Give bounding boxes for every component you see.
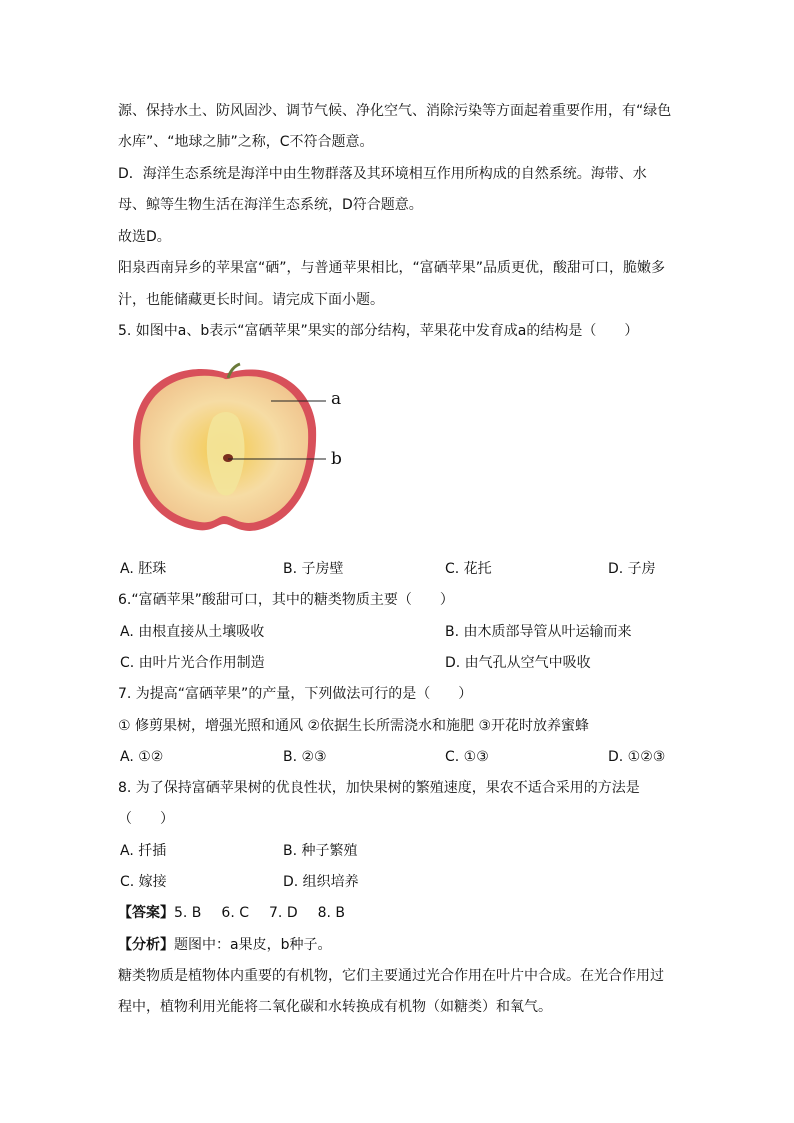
answer-5: 5. B [174, 905, 202, 921]
analysis-text: 题图中：a果皮，b种子。 [174, 937, 332, 953]
q6-option-d: D. 由气孔从空气中吸收 [445, 655, 591, 671]
label-b: b [331, 449, 342, 469]
q5-option-d: D. 子房 [608, 561, 656, 577]
question-7-statements: ① 修剪果树，增强光照和通风 ②依据生长所需浇水和施肥 ③开花时放养蜜蜂 [118, 718, 590, 734]
q6-option-c: C. 由叶片光合作用制造 [120, 655, 265, 671]
answer-tag: 【答案】 [118, 905, 174, 921]
q7-option-b: B. ②③ [283, 749, 327, 765]
answer-8: 8. B [317, 905, 346, 921]
q7-option-a: A. ①② [120, 749, 164, 765]
question-5-stem: 5. 如图中a、b表示“富硒苹果”果实的部分结构，苹果花中发育成a的结构是（ ） [118, 323, 639, 339]
q6-option-b: B. 由木质部导管从叶运输而来 [445, 624, 632, 640]
question-6-stem: 6.“富硒苹果”酸甜可口，其中的糖类物质主要（ ） [118, 592, 454, 608]
analysis-line [118, 935, 331, 955]
q5-option-c: C. 花托 [445, 561, 492, 577]
answer-6: 6. C [221, 905, 250, 921]
q7-option-d: D. ①②③ [608, 749, 666, 765]
q5-option-b: B. 子房壁 [283, 561, 344, 577]
paragraph-line: 阳泉西南异乡的苹果富“硒”，与普通苹果相比，“富硒苹果”品质更优，酸甜可口，脆嫩多 [118, 260, 666, 276]
apple-cross-section-figure [128, 358, 368, 538]
answer-7: 7. D [269, 905, 298, 921]
analysis-paragraph: 程中，植物利用光能将二氧化碳和水转换成有机物（如糖类）和氧气。 [118, 999, 552, 1015]
paragraph-line: 水库”、“地球之肺”之称，C不符合题意。 [118, 134, 374, 150]
paragraph-line: 故选D。 [118, 229, 171, 245]
question-8-stem: 8. 为了保持富硒苹果树的优良性状，加快果树的繁殖速度，果农不适合采用的方法是 [118, 780, 640, 796]
paragraph-line: 汁，也能储藏更长时间。请完成下面小题。 [118, 292, 384, 308]
paragraph-line: D．海洋生态系统是海洋中由生物群落及其环境相互作用所构成的自然系统。海带、水 [118, 166, 647, 182]
question-7-stem: 7. 为提高“富硒苹果”的产量，下列做法可行的是（ ） [118, 686, 473, 702]
analysis-paragraph: 糖类物质是植物体内重要的有机物，它们主要通过光合作用在叶片中合成。在光合作用过 [118, 968, 664, 984]
q8-option-b: B. 种子繁殖 [283, 843, 358, 859]
question-8-paren: （ ） [118, 811, 174, 827]
q7-option-c: C. ①③ [445, 749, 489, 765]
q6-option-a: A. 由根直接从土壤吸收 [120, 624, 265, 640]
q8-option-d: D. 组织培养 [283, 874, 359, 890]
paragraph-line: 源、保持水土、防风固沙、调节气候、净化空气、消除污染等方面起着重要作用，有“绿色 [118, 103, 672, 119]
paragraph-line: 母、鲸等生物生活在海洋生态系统，D符合题意。 [118, 197, 423, 213]
answer-line [118, 903, 345, 923]
analysis-tag: 【分析】 [118, 937, 174, 953]
q5-option-a: A. 胚珠 [120, 561, 167, 577]
q8-option-c: C. 嫁接 [120, 874, 167, 890]
apple-seed [223, 454, 233, 462]
label-a: a [331, 389, 342, 409]
q8-option-a: A. 扦插 [120, 843, 167, 859]
